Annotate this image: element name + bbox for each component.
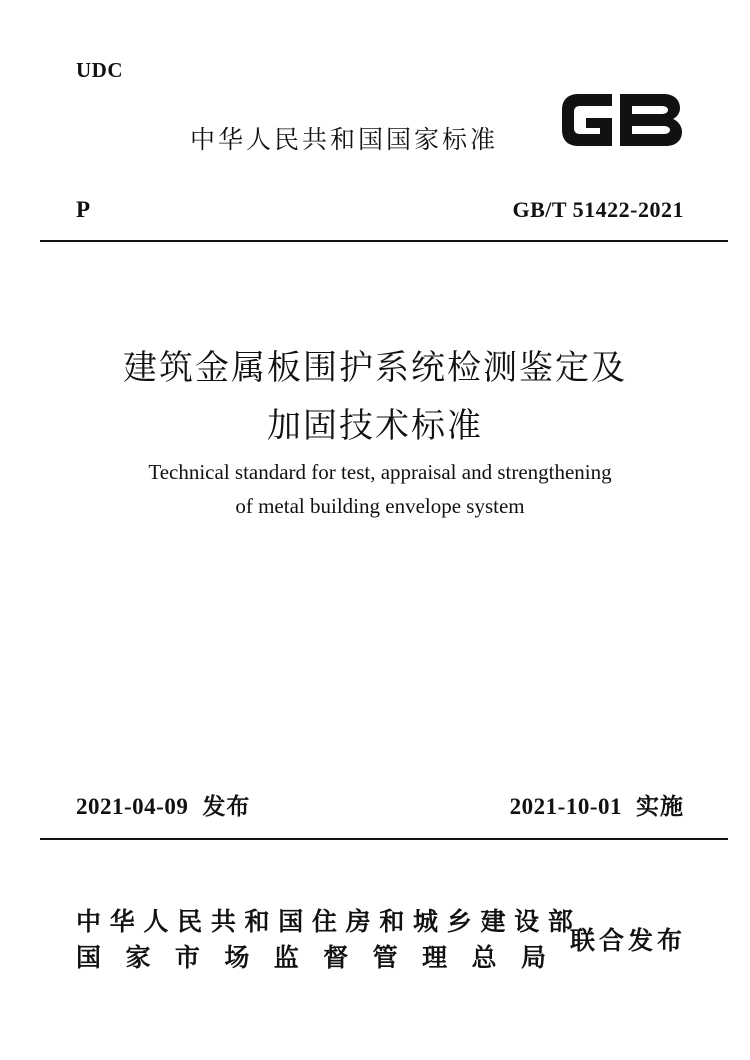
issue-info [76, 788, 250, 821]
publisher-ministry: 中 华 人 民 共 和 国 住 房 和 城 乡 建 设 部 [76, 907, 573, 936]
issue-date: 2021-04-09 [76, 794, 189, 819]
implementation-date: 2021-10-01 [509, 794, 622, 819]
gb-logo [556, 88, 688, 152]
title-chinese-line2: 加固技术标准 [267, 406, 483, 446]
implementation-label: 实施 [636, 794, 684, 820]
bottom-divider [40, 838, 728, 840]
joint-issue-label: 联合发布 [570, 926, 687, 955]
publisher-administration: 国 家 市 场 监 督 管 理 总 局 [76, 943, 546, 972]
title-english-line1: Technical standard for test, appraisal and strengthening [148, 460, 612, 484]
classification-code: P [76, 197, 91, 222]
title-chinese-line1: 建筑金属板围护系统检测鉴定及 [123, 348, 627, 388]
issue-label: 发布 [202, 794, 251, 820]
standard-number: GB/T 51422-2021 [512, 197, 684, 222]
title-english-line2: of metal building envelope system [235, 494, 525, 518]
national-standard-heading: 中华人民共和国国家标准 [190, 125, 499, 154]
implementation-info [510, 788, 684, 821]
top-divider [40, 240, 728, 242]
udc-label: UDC [76, 58, 123, 82]
